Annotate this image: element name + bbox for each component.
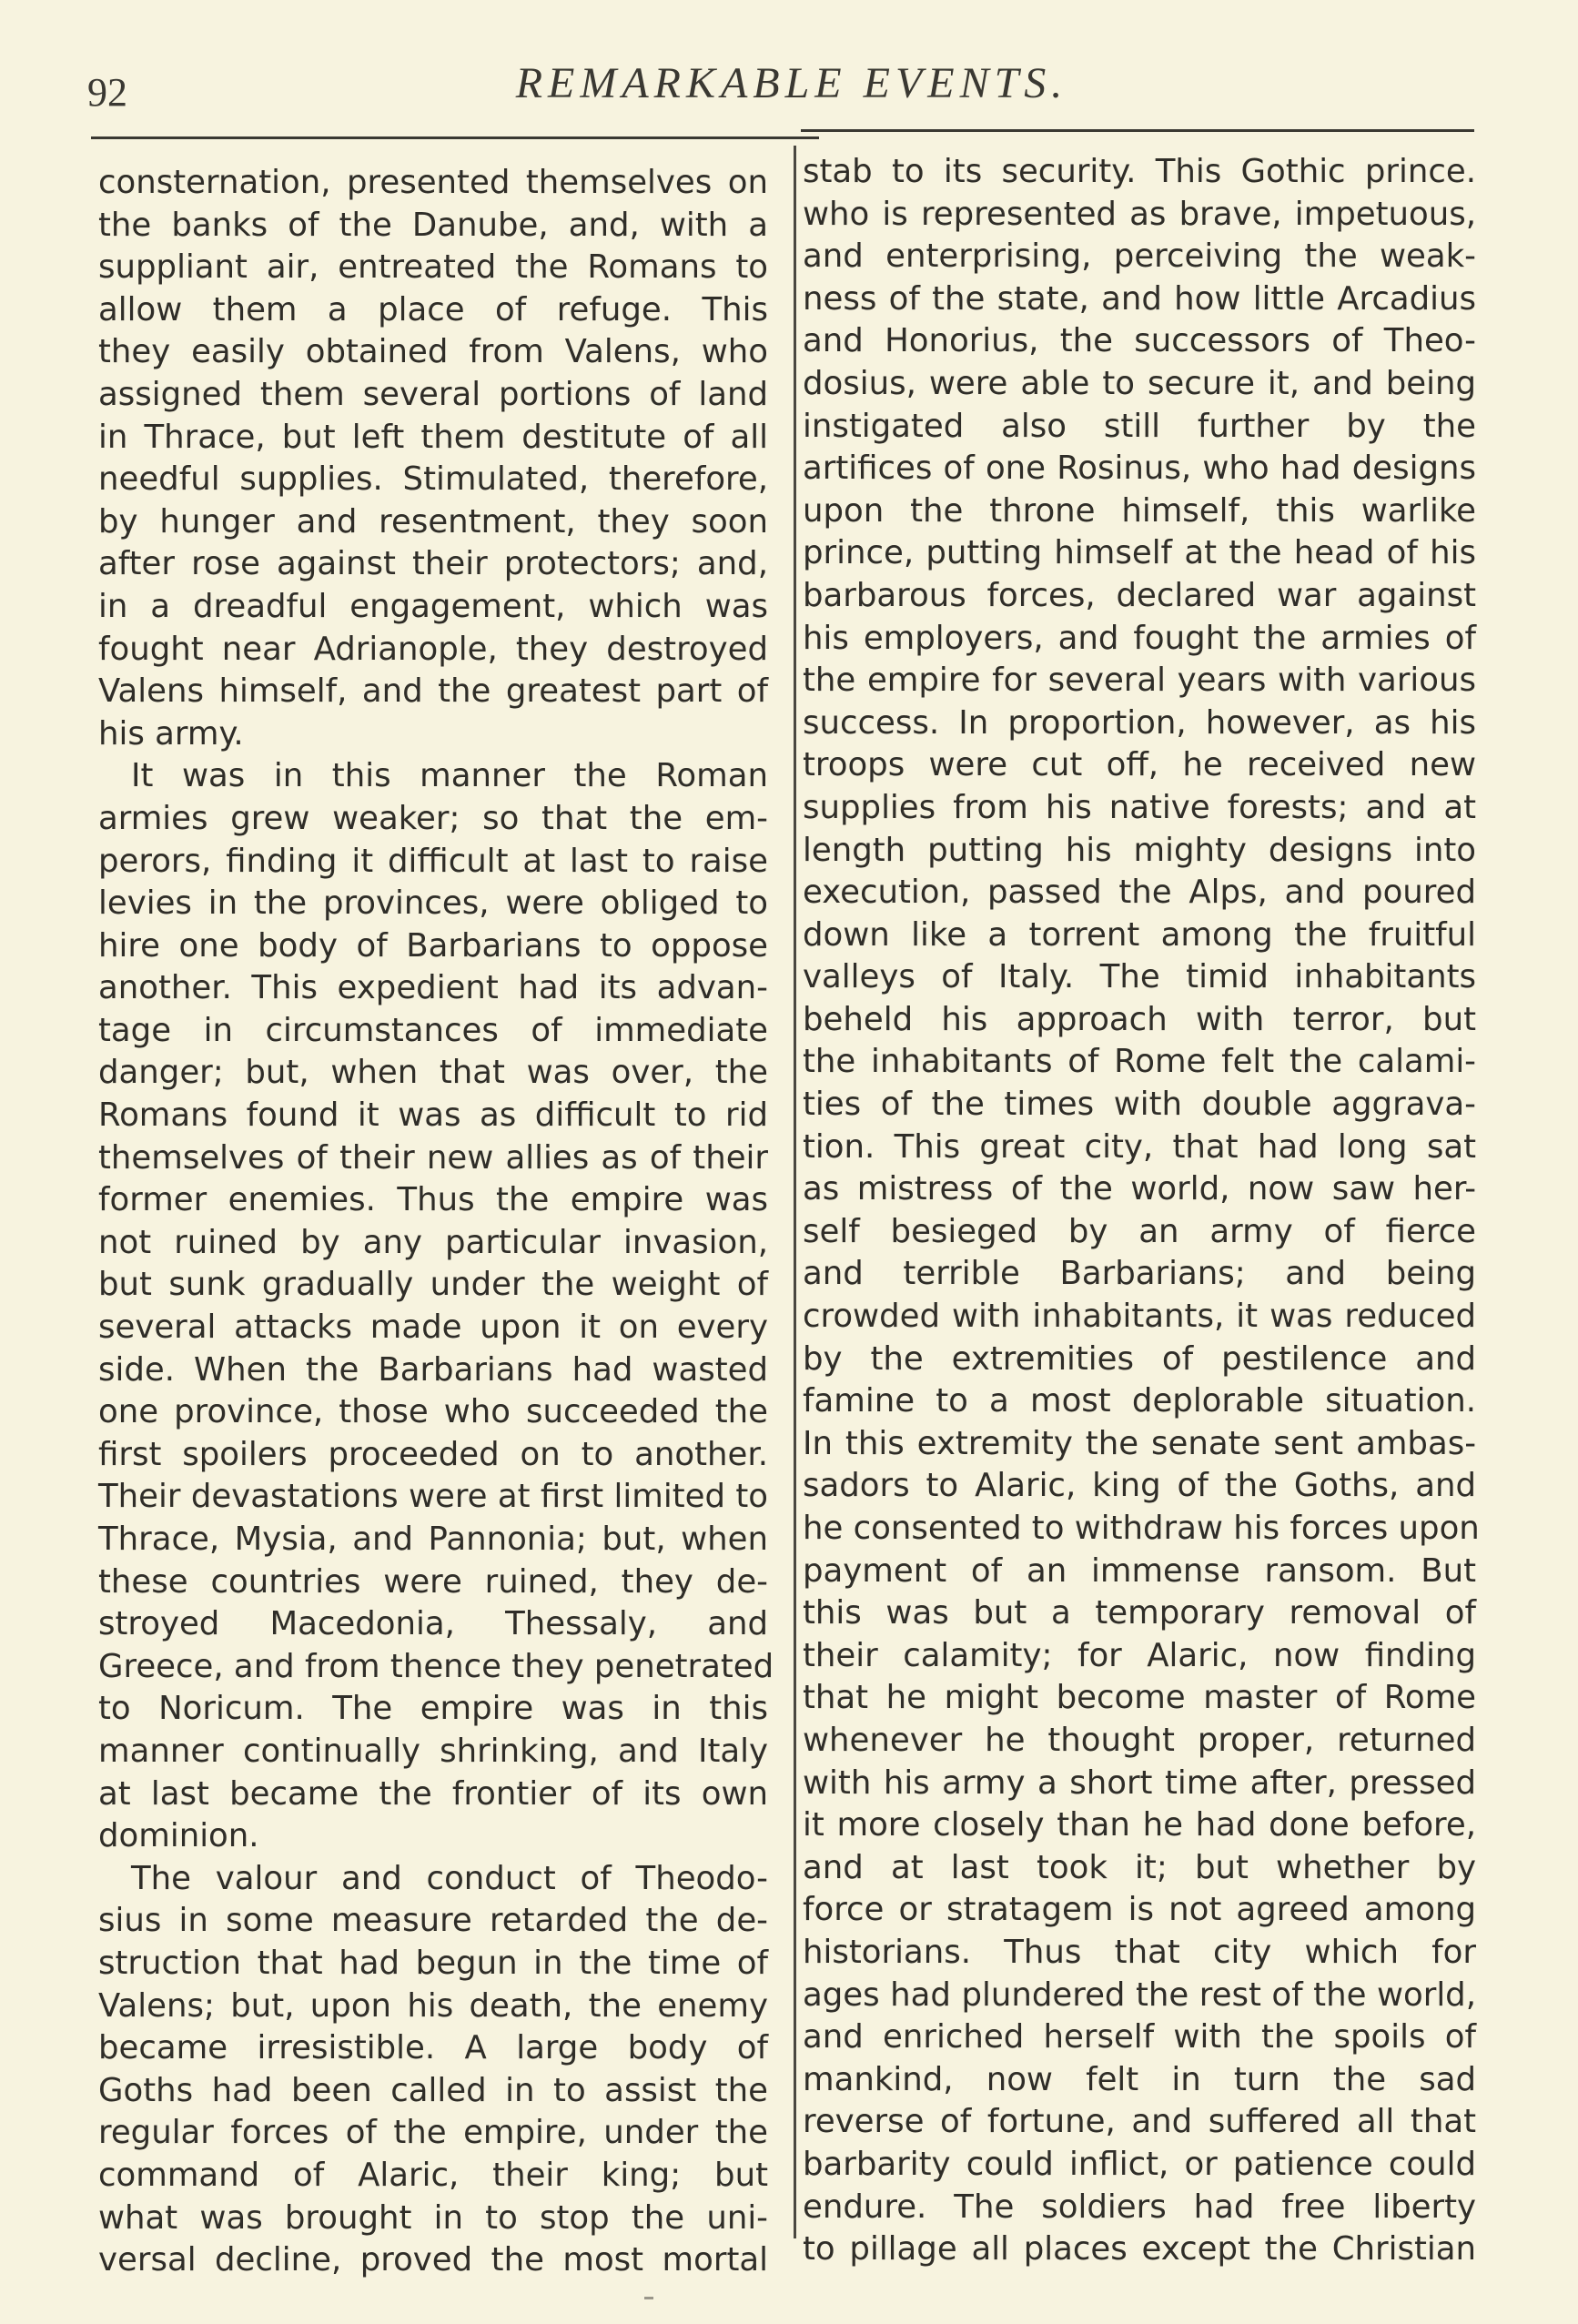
text-line: this was but a temporary removal of [803,1594,1476,1632]
text-line: beheld his approach with terror, but [803,1000,1476,1038]
column-divider [794,146,796,2238]
text-line: and Honorius, the successors of Theo- [803,322,1476,360]
text-line: mankind, now felt in turn the sad [803,2060,1476,2098]
text-line: ness of the state, and how little Arcadius [803,279,1476,318]
text-line: supplies from his native forests; and at [803,788,1476,826]
text-line: it more closely than he had done before, [803,1806,1476,1844]
text-line: Goths had been called in to assist the [98,2071,768,2109]
text-line: Greece, and from thence they penetrated [98,1647,774,1685]
text-line: valleys of Italy. The timid inhabitants [803,958,1476,996]
text-line: and terrible Barbarians; and being [803,1255,1476,1293]
text-line: prince, putting himself at the head of his [803,534,1476,572]
text-line: perors, finding it difficult at last to raise [98,842,768,880]
text-line: that he might become master of Rome [803,1679,1476,1717]
text-line: his army. [98,714,244,753]
text-line: historians. Thus that city which for [803,1933,1476,1971]
header-rule-left [91,136,819,139]
text-line: command of Alaric, their king; but [98,2156,768,2194]
text-line: payment of an immense ransom. But [803,1551,1476,1590]
text-line: manner continually shrinking, and Italy [98,1732,768,1770]
page-number: 92 [87,70,127,115]
footer-mark [644,2297,653,2299]
text-line: and enterprising, perceiving the weak- [803,237,1476,276]
text-line: their calamity; for Alaric, now finding [803,1636,1476,1674]
text-line: Valens; but, upon his death, the enemy [98,1986,768,2025]
text-line: these countries were ruined, they de- [98,1562,768,1601]
text-line: versal decline, proved the most mortal [98,2241,768,2279]
text-line: in Thrace, but left them destitute of all [98,418,768,456]
text-line: regular forces of the empire, under the [98,2114,768,2152]
text-line: success. In proportion, however, as his [803,703,1476,742]
text-line: self besieged by an army of fierce [803,1212,1476,1250]
text-line: stroyed Macedonia, Thessaly, and [98,1605,768,1643]
text-line: The valour and conduct of Theodo- [131,1859,768,1897]
text-line: by hunger and resentment, they soon [98,502,768,541]
text-line: dominion. [98,1817,259,1855]
text-line: length putting his mighty designs into [803,831,1476,869]
text-line: side. When the Barbarians had wasted [98,1350,768,1389]
text-line: Thrace, Mysia, and Pannonia; but, when [98,1521,768,1558]
text-line: barbarous forces, declared war against [803,576,1476,614]
text-line: he consented to withdraw his forces upon [803,1510,1480,1547]
text-line: and at last took it; but whether by [803,1848,1476,1886]
text-line: famine to a most deplorable situation. [803,1382,1476,1420]
text-line: several attacks made upon it on every [98,1309,768,1347]
text-line: but sunk gradually under the weight of [98,1266,768,1304]
text-line: his employers, and fought the armies of [803,619,1476,657]
text-line: they easily obtained from Valens, who [98,333,768,371]
text-line: allow them a place of refuge. This [98,290,768,328]
text-line: levies in the provinces, were obliged to [98,884,768,923]
text-line: Their devastations were at first limited to [98,1478,768,1516]
text-line: hire one body of Barbarians to oppose [98,926,768,965]
text-line: first spoilers proceeded on to another. [98,1435,768,1473]
text-line: force or stratagem is not agreed among [803,1891,1476,1929]
text-line: needful supplies. Stimulated, therefore, [98,460,768,499]
text-line: barbarity could inflict, or patience could [803,2145,1476,2183]
text-line: to pillage all places except the Christian [803,2230,1476,2268]
text-line: Romans found it was as difficult to rid [98,1096,768,1135]
text-line: In this extremity the senate sent ambas- [803,1424,1476,1462]
right-text-column [803,151,1480,2271]
text-line: not ruined by any particular invasion, [98,1223,768,1261]
text-line: struction that had begun in the time of [98,1944,768,1982]
text-line: one province, those who succeeded the [98,1393,768,1431]
text-line: tage in circumstances of immediate [98,1011,768,1049]
text-line: consternation, presented themselves on [98,164,768,201]
text-line: artifices of one Rosinus, who had designs [803,450,1476,488]
text-line: fought near Adrianople, they destroyed [98,630,768,668]
running-title: REMARKABLE EVENTS. [515,59,1068,107]
text-line: armies grew weaker; so that the em- [98,799,768,837]
text-line: with his army a short time after, pressed [803,1763,1476,1802]
left-text-column [98,162,774,2282]
header-rule-right [801,129,1474,132]
text-line: who is represented as brave, impetuous, [803,195,1476,233]
text-line: at last became the frontier of its own [98,1774,768,1813]
text-line: instigated also still further by the [803,407,1476,445]
text-line: in a dreadful engagement, which was [98,587,768,625]
text-line: endure. The soldiers had free liberty [803,2188,1476,2226]
text-line: upon the throne himself, this warlike [803,491,1476,530]
text-line: assigned them several portions of land [98,375,768,413]
text-line: dosius, were able to secure it, and being [803,364,1476,402]
text-line: themselves of their new allies as of their [98,1138,768,1177]
text-line: ages had plundered the rest of the world, [803,1975,1476,2014]
text-line: the banks of the Danube, and, with a [98,206,768,244]
text-line: whenever he thought proper, returned [803,1721,1476,1759]
text-line: the inhabitants of Rome felt the calami- [803,1043,1476,1081]
text-line: crowded with inhabitants, it was reduced [803,1298,1476,1336]
text-line: ties of the times with double aggrava- [803,1086,1476,1124]
text-line: sius in some measure retarded the de- [98,1902,768,1940]
text-line: the empire for several years with various [803,662,1476,700]
text-line: stab to its security. This Gothic prince. [803,153,1476,190]
text-line: by the extremities of pestilence and [803,1339,1476,1378]
text-line: became irresistible. A large body of [98,2029,768,2067]
text-line: to Noricum. The empire was in this [98,1690,768,1728]
text-line: It was in this manner the Roman [131,757,768,795]
text-line: Valens himself, and the greatest part of [98,672,768,711]
text-line: and enriched herself with the spoils of [803,2018,1476,2056]
text-line: danger; but, when that was over, the [98,1054,768,1092]
text-line: down like a torrent among the fruitful [803,915,1476,954]
text-line: sadors to Alaric, king of the Goths, and [803,1467,1476,1505]
text-line: suppliant air, entreated the Romans to [98,248,768,287]
text-line: what was brought in to stop the uni- [98,2198,768,2237]
text-line: after rose against their protectors; and, [98,545,768,583]
text-line: as mistress of the world, now saw her- [803,1170,1476,1208]
text-line: another. This expedient had its advan- [98,969,768,1007]
text-line: execution, passed the Alps, and poured [803,874,1476,912]
text-line: troops were cut off, he received new [803,746,1476,784]
text-line: tion. This great city, that had long sat [803,1127,1476,1166]
text-line: former enemies. Thus the empire was [98,1181,768,1219]
text-line: reverse of fortune, and suffered all that [803,2103,1476,2141]
